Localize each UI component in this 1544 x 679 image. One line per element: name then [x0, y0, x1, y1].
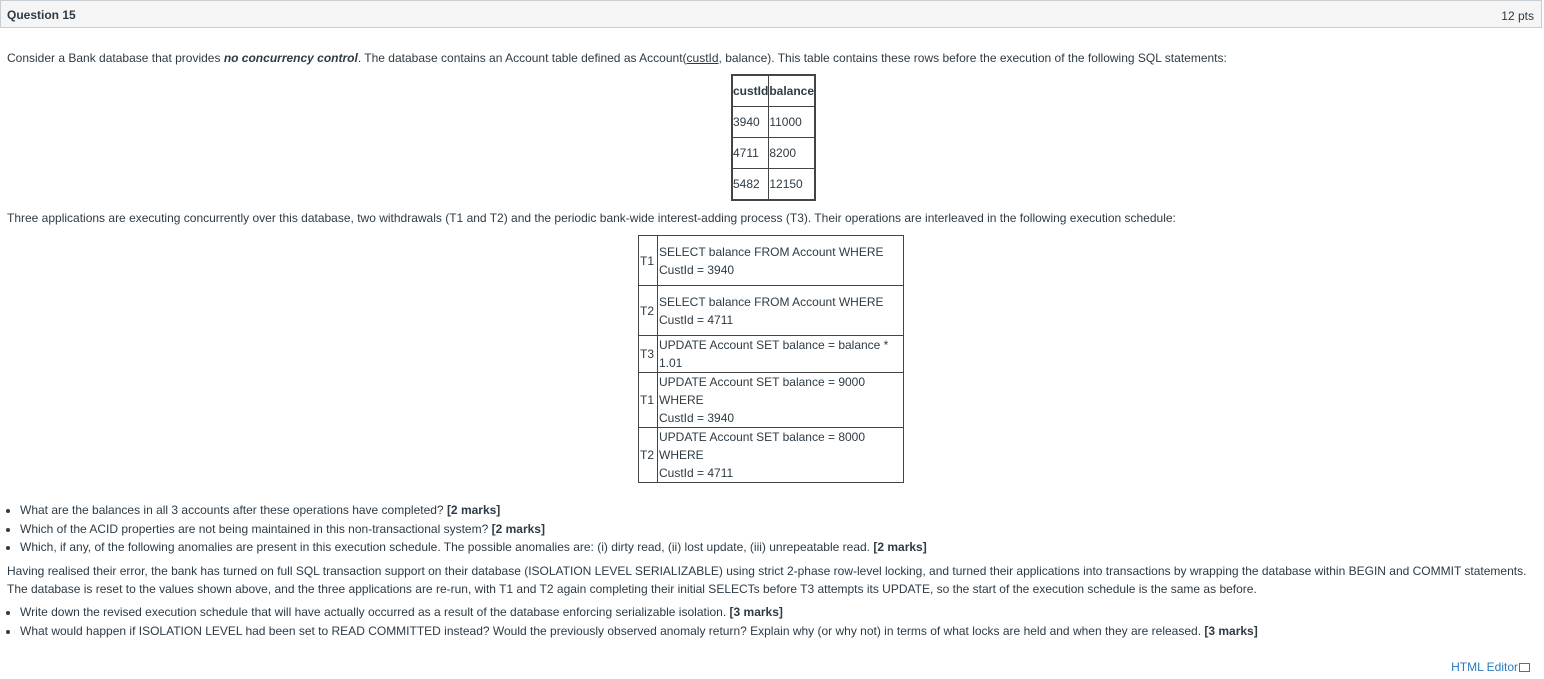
table-row: [732, 138, 815, 169]
list-item: [20, 538, 927, 557]
list-item: [20, 501, 927, 520]
schedule-tx: T3: [639, 336, 658, 373]
schedule-op-line1: UPDATE Account SET balance = 9000 WHERE: [659, 375, 866, 407]
schedule-tx: T1: [639, 236, 658, 286]
question-text: Which, if any, of the following anomalies are present in this execution schedule. The possible anomalies are: (i) dirty read, (ii) lost update, (iii) unrepeatable read.: [20, 540, 874, 554]
question-points: 12 pts: [1501, 9, 1534, 23]
question-header: [0, 0, 1542, 28]
question-text: Which of the ACID properties are not being maintained in this non-transactional system?: [20, 521, 492, 536]
list-item: [20, 520, 927, 539]
table-cell: 3940: [732, 107, 769, 138]
question-list-1: [0, 501, 927, 557]
schedule-op: [658, 236, 904, 286]
table-cell: 5482: [732, 169, 769, 201]
question-marks: [3 marks]: [729, 605, 783, 619]
intro-text-2: . The database contains an Account table defined as Account(: [357, 51, 687, 65]
schedule-op: [658, 428, 904, 483]
schedule-op-line2: CustId = 3940: [659, 262, 735, 277]
table-header-custid: custId: [732, 75, 769, 107]
question-list-2: [0, 603, 1258, 640]
question-marks: [2 marks]: [873, 540, 927, 554]
intro-key: custId: [686, 51, 719, 65]
table-header-balance: balance: [769, 75, 815, 107]
schedule-tx: T2: [639, 428, 658, 483]
list-item: [20, 603, 1258, 622]
table-cell: 8200: [769, 138, 815, 169]
schedule-op-line2: CustId = 4711: [659, 466, 734, 480]
question-text: What would happen if ISOLATION LEVEL had been set to READ COMMITTED instead? Would the previously observed anomaly return? Explain why (or why not) in terms of what locks are held and when they are released.: [20, 623, 1205, 638]
schedule-op: [658, 336, 904, 373]
schedule-row: [639, 428, 904, 483]
account-table: [731, 74, 816, 201]
account-table-header-row: [732, 75, 815, 107]
schedule-row: [639, 336, 904, 373]
question-marks: [3 marks]: [1204, 623, 1258, 638]
schedule-op-line1: UPDATE Account SET balance = balance * 1.01: [659, 338, 889, 370]
question-intro: [7, 51, 1227, 65]
list-item: [20, 622, 1258, 641]
schedule-row: [639, 236, 904, 286]
schedule-row: [639, 373, 904, 428]
table-cell: 12150: [769, 169, 815, 201]
question-text: What are the balances in all 3 accounts after these operations have completed?: [20, 503, 447, 517]
question-title: Question 15: [7, 8, 76, 22]
table-row: [732, 107, 815, 138]
html-editor-label[interactable]: HTML Editor: [1451, 660, 1518, 674]
table-cell: 11000: [769, 107, 815, 138]
question-text: Write down the revised execution schedule that will have actually occurred as a result of the database enforcing serializable isolation.: [20, 605, 730, 619]
keyboard-icon[interactable]: [1519, 663, 1530, 672]
schedule-op-line2: CustId = 3940: [659, 411, 735, 425]
schedule-table: [638, 235, 904, 483]
schedule-row: [639, 286, 904, 336]
schedule-intro: Three applications are executing concurrently over this database, two withdrawals (T1 and T2) and the periodic bank-wide interest-adding process (T3). Their operations are interleaved in the following execution schedule:: [7, 211, 1176, 225]
schedule-op-line1: SELECT balance FROM Account WHERE: [659, 244, 884, 259]
table-cell: 4711: [732, 138, 769, 169]
intro-emphasis: no concurrency control: [223, 51, 358, 65]
followup-paragraph: Having realised their error, the bank has turned on full SQL transaction support on their database (ISOLATION LEVEL SERIALIZABLE) using strict 2-phase row-level locking, and turned their applications into transactions by wrapping the database within BEGIN and COMMIT statements. The database is reset to the values shown above, and the three applications are re-run, with T1 and T2 again completing their initial SELECTs before T3 attempts its UPDATE, so the start of the execution schedule is the same as before.: [7, 564, 1527, 596]
schedule-op: [658, 286, 904, 336]
schedule-op-line1: SELECT balance FROM Account WHERE: [659, 294, 884, 309]
html-editor-link[interactable]: [1451, 660, 1530, 674]
schedule-op: [658, 373, 904, 428]
table-row: [732, 169, 815, 201]
schedule-tx: T1: [639, 373, 658, 428]
intro-text-1: Consider a Bank database that provides: [7, 51, 224, 65]
question-marks: [2 marks]: [446, 503, 501, 517]
intro-text-3: , balance). This table contains these rows before the execution of the following SQL statements:: [718, 51, 1227, 65]
schedule-op-line1: UPDATE Account SET balance = 8000 WHERE: [659, 430, 866, 462]
question-marks: [2 marks]: [491, 521, 545, 536]
schedule-tx: T2: [639, 286, 658, 336]
schedule-op-line2: CustId = 4711: [659, 312, 734, 327]
